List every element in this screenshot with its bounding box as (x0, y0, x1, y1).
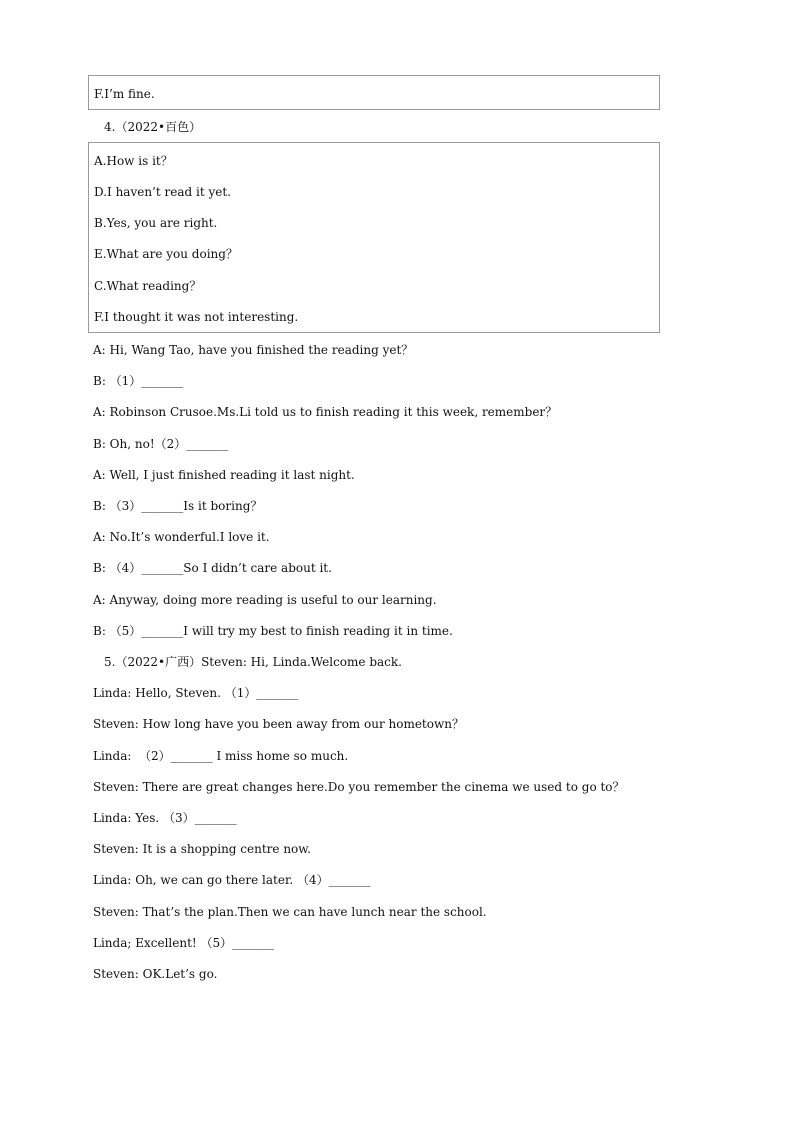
dialogue-line: B: Oh, no!（2）_______ (93, 437, 229, 451)
dialogue-line: Linda: Yes. （3）_______ (93, 811, 237, 825)
dialogue-line: A: Robinson Crusoe.Ms.Li told us to finish reading it this week, remember？ (93, 405, 558, 419)
dialogue-line: Linda: Oh, we can go there later. （4）_______ (93, 873, 371, 887)
dialogue-line: A: Well, I just finished reading it last night. (93, 468, 355, 482)
option-box-q4 (88, 142, 660, 333)
option-box-top (88, 75, 660, 110)
dialogue-line: B: （1）_______ (93, 374, 184, 388)
question-4-heading: 4.（2022•百色） (104, 120, 202, 134)
dialogue-line: Steven: How long have you been away from our hometown？ (93, 717, 464, 731)
dialogue-line: A: Anyway, doing more reading is useful to our learning. (93, 593, 437, 607)
dialogue-line: Linda; Excellent! （5）_______ (93, 936, 275, 950)
dialogue-line: B: （5）_______I will try my best to finish reading it in time. (93, 624, 453, 638)
dialogue-line: Steven: OK.Let’s go. (93, 967, 218, 981)
dialogue-line: Linda: Hello, Steven. （1）_______ (93, 686, 299, 700)
option-a: A.How is it？ (94, 154, 173, 168)
option-f: F.I thought it was not interesting. (94, 310, 299, 324)
option-d: D.I haven’t read it yet. (94, 185, 231, 199)
option-f: F.I’m fine. (94, 87, 155, 101)
dialogue-line: Steven: There are great changes here.Do you remember the cinema we used to go to？ (93, 780, 625, 794)
dialogue-line: A: No.It’s wonderful.I love it. (93, 530, 270, 544)
dialogue-line: Steven: That’s the plan.Then we can have lunch near the school. (93, 905, 487, 919)
option-c: C.What reading？ (94, 279, 202, 293)
option-b: B.Yes, you are right. (94, 216, 218, 230)
question-5-heading: 5.（2022•广西）Steven: Hi, Linda.Welcome back. (104, 655, 402, 669)
dialogue-line: A: Hi, Wang Tao, have you finished the reading yet？ (93, 343, 414, 357)
dialogue-line: Linda: （2）_______ I miss home so much. (93, 749, 349, 763)
dialogue-line: B: （4）_______So I didn’t care about it. (93, 561, 332, 575)
dialogue-line: B: （3）_______Is it boring？ (93, 499, 263, 513)
option-e: E.What are you doing？ (94, 247, 238, 261)
dialogue-line: Steven: It is a shopping centre now. (93, 842, 311, 856)
